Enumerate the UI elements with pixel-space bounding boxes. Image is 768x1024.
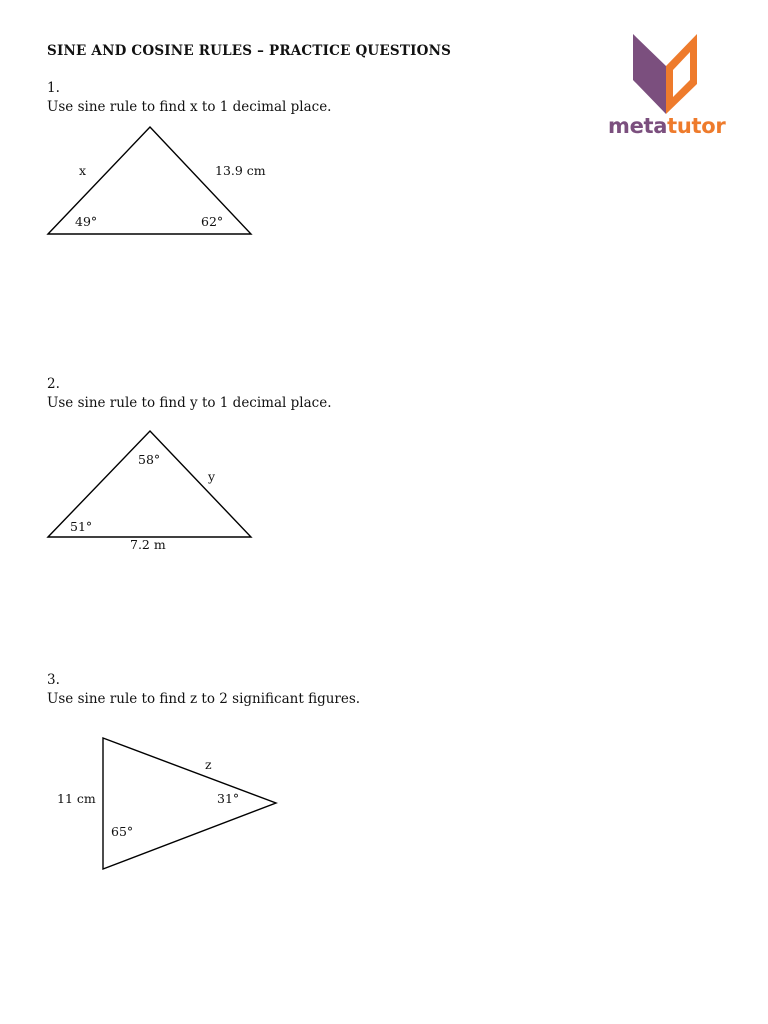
question-1-side-x: x — [79, 163, 87, 178]
question-1-side-right: 13.9 cm — [215, 163, 266, 178]
page-title: SINE AND COSINE RULES – PRACTICE QUESTIONS — [47, 43, 452, 59]
question-3-side-left: 11 cm — [57, 791, 96, 806]
logo-text-tutor: tutor — [667, 114, 726, 138]
question-3-number: 3. — [47, 672, 60, 688]
question-2-angle-left: 51° — [70, 519, 93, 534]
question-3-angle-right: 31° — [217, 791, 240, 806]
question-1-angle-right: 62° — [201, 214, 224, 229]
question-2-number: 2. — [47, 376, 60, 392]
question-2-angle-top: 58° — [138, 452, 161, 467]
question-3-text: Use sine rule to find z to 2 significant figures. — [47, 691, 361, 707]
question-2-side-bottom: 7.2 m — [130, 537, 166, 552]
question-2-side-y: y — [208, 469, 216, 484]
question-1-angle-left: 49° — [75, 214, 98, 229]
question-3-side-z: z — [205, 757, 212, 772]
logo-text-meta: meta — [608, 114, 668, 138]
question-1-text: Use sine rule to find x to 1 decimal place. — [47, 99, 332, 115]
question-3-angle-bottom: 65° — [111, 824, 134, 839]
question-2-text: Use sine rule to find y to 1 decimal place. — [47, 395, 332, 411]
question-1-number: 1. — [47, 80, 60, 96]
